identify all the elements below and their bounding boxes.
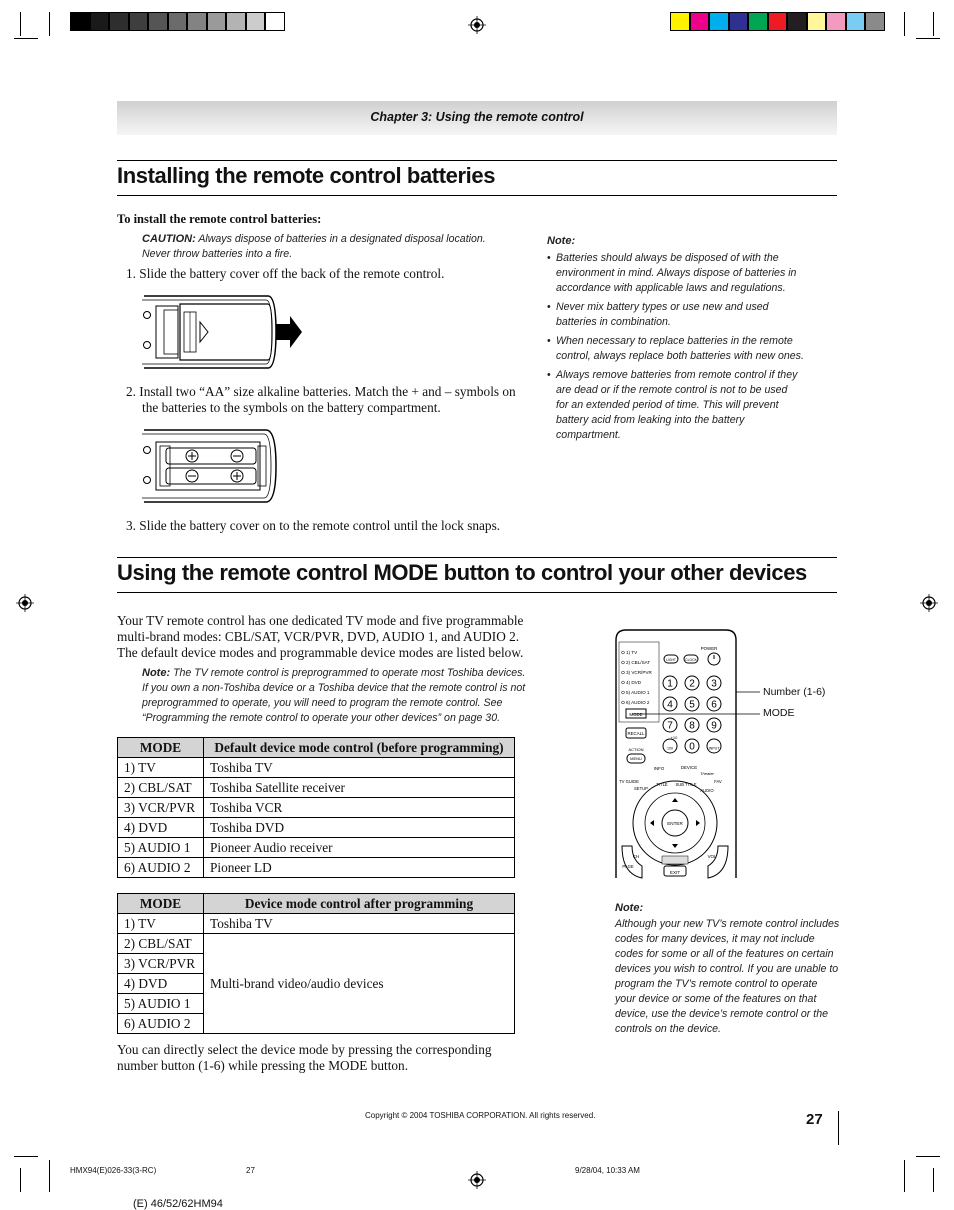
color-swatch [168, 12, 188, 31]
note-line: codes for many devices, it may not include [615, 933, 815, 945]
section2-note-line-3: preprogrammed to operate, you will need to program the remote control. See [142, 697, 503, 709]
callout-number: Number (1-6) [763, 686, 826, 698]
intro-line-2: multi-brand modes: CBL/SAT, VCR/PVR, DVD, AUDIO 1, and AUDIO 2. [117, 629, 520, 644]
number-label: 5 [689, 699, 695, 711]
model-number: (E) 46/52/62HM94 [133, 1198, 223, 1210]
section2-note-line-1: The TV remote control is preprogrammed to operate most Toshiba devices. [173, 667, 526, 679]
default-modes-table [117, 737, 515, 878]
svg-text:MODE: MODE [629, 712, 643, 717]
device-cell: Toshiba DVD [204, 818, 515, 838]
note-line: devices you wish to control. If you are unable to [615, 963, 839, 975]
remote-control-illustration [612, 628, 842, 884]
table-header-mode: MODE [118, 738, 204, 758]
remote-mode-label: 5) AUDIO 1 [626, 690, 650, 695]
mode-cell: 5) AUDIO 1 [118, 994, 204, 1014]
number-label: 1 [667, 678, 673, 690]
table-row [118, 798, 515, 818]
note-line: device, use the device’s remote control or the [615, 1008, 828, 1020]
device-cell: Pioneer LD [204, 858, 515, 878]
section1-rule-bottom [117, 195, 837, 196]
mode-cell: 1) TV [118, 914, 204, 934]
battery-notes-label: Note: [547, 235, 576, 247]
table-header-mode: MODE [118, 894, 204, 914]
color-swatch [670, 12, 690, 31]
svg-text:ENTER: ENTER [667, 821, 683, 826]
remote-note-label: Note: [615, 902, 644, 914]
remote-power-label: POWER [700, 646, 718, 651]
chapter-title: Chapter 3: Using the remote control [370, 110, 584, 124]
note-line: controls on the device. [615, 1023, 721, 1035]
color-swatch [807, 12, 827, 31]
device-cell: Toshiba TV [204, 758, 515, 778]
caution-label: CAUTION: [142, 233, 196, 245]
section2-note-line-2: If you own a non-Toshiba device or a Toshiba device that the remote control is not [142, 682, 526, 694]
section2-note-label: Note: [142, 667, 171, 679]
svg-text:LIGHT: LIGHT [666, 658, 676, 662]
step-1: 1. Slide the battery cover off the back of the remote control. [126, 266, 445, 281]
device-cell: Toshiba VCR [204, 798, 515, 818]
svg-text:CH: CH [632, 854, 640, 859]
number-label: 8 [689, 720, 695, 732]
list-item: • Always remove batteries from remote control if they are dead or if the remote control is not to be used for an extended period of time. This will prevent battery acid from leaking into the battery compartment. [547, 368, 822, 443]
color-swatch [90, 12, 110, 31]
number-label: 9 [711, 720, 717, 732]
section2-note-line-4: “Programming the remote control to operate your other devices” on page 30. [142, 712, 501, 724]
color-swatch [768, 12, 788, 31]
step-3: 3. Slide the battery cover on to the remote control until the lock snaps. [126, 518, 501, 533]
list-item: • Batteries should always be disposed of with the environment in mind. Always dispose of batteries in accordance with applicable laws and regulations. [547, 251, 822, 296]
svg-text:RECALL: RECALL [627, 731, 645, 736]
number-label: 2 [689, 678, 695, 690]
remote-mode-label: 6) AUDIO 2 [626, 700, 650, 705]
number-label: INPUT [708, 746, 720, 751]
color-swatch [787, 12, 807, 31]
mode-cell: 2) CBL/SAT [118, 778, 204, 798]
color-swatch [846, 12, 866, 31]
mode-cell: 3) VCR/PVR [118, 798, 204, 818]
mode-cell: 5) AUDIO 1 [118, 838, 204, 858]
copyright: Copyright © 2004 TOSHIBA CORPORATION. All rights reserved. [365, 1111, 596, 1120]
section1-rule-top [117, 160, 837, 161]
color-swatch [865, 12, 885, 31]
svg-text:PAGE: PAGE [622, 864, 634, 869]
table-row [118, 838, 515, 858]
section2-title: Using the remote control MODE button to control your other devices [117, 560, 807, 585]
mode-cell: 2) CBL/SAT [118, 934, 204, 954]
color-swatch [70, 12, 90, 31]
registration-mark-left [16, 594, 34, 612]
intro-line-1: Your TV remote control has one dedicated TV mode and five programmable [117, 613, 524, 628]
remote-mode-label: 4) DVD [626, 680, 642, 685]
svg-text:DEVICE: DEVICE [680, 765, 698, 770]
device-cell: Toshiba TV [204, 914, 515, 934]
svg-text:+10: +10 [670, 735, 678, 740]
number-label: 6 [711, 699, 717, 711]
registration-mark-right [920, 594, 938, 612]
step-2-line-2: the batteries to the symbols on the battery compartment. [142, 400, 441, 415]
device-cell: Toshiba Satellite receiver [204, 778, 515, 798]
color-swatch [709, 12, 729, 31]
battery-compartment-illustration [140, 426, 285, 506]
color-swatch [246, 12, 266, 31]
note-line: codes for some or all of the features on certain [615, 948, 834, 960]
remote-mode-label: 2) CBL/SAT [626, 660, 651, 665]
intro-line-3: The default device modes and programmable device modes are listed below. [117, 645, 524, 660]
color-swatch [729, 12, 749, 31]
chapter-header [117, 101, 837, 135]
battery-cover-illustration [140, 292, 305, 372]
page-number: 27 [806, 1111, 823, 1128]
list-item: • When necessary to replace batteries in the remote control, always replace both batteries with new ones. [547, 334, 822, 364]
color-swatch [207, 12, 227, 31]
color-swatch [109, 12, 129, 31]
list-item: • Never mix battery types or use new and used batteries in combination. [547, 300, 822, 330]
svg-text:Theater: Theater [700, 771, 714, 776]
closing-line-2: number button (1-6) while pressing the MODE button. [117, 1058, 409, 1073]
mode-cell: 1) TV [118, 758, 204, 778]
page-number-rule [838, 1111, 839, 1145]
caution-text [142, 232, 522, 262]
section2-rule-bottom [117, 592, 837, 593]
table-header-default: Default device mode control (before programming) [204, 738, 515, 758]
section1-title: Installing the remote control batteries [117, 163, 496, 188]
note-line: your device or some of the features on that [615, 993, 817, 1005]
table-row [118, 778, 515, 798]
remote-mode-label: 3) VCR/PVR [626, 670, 652, 675]
svg-text:SUB TITLE: SUB TITLE [675, 782, 697, 787]
note-line: Although your new TV’s remote control includes [615, 918, 840, 930]
color-swatch [187, 12, 207, 31]
color-swatch [748, 12, 768, 31]
table-row [118, 758, 515, 778]
table-row [118, 914, 515, 934]
caution-line-1: Always dispose of batteries in a designated disposal location. [198, 233, 486, 245]
remote-note [615, 902, 845, 1037]
color-swatch [690, 12, 710, 31]
svg-text:SETUP: SETUP [634, 786, 648, 791]
table-header-after: Device mode control after programming [204, 894, 515, 914]
step-2-line-1: 2. Install two “AA” size alkaline batteries. Match the + and – symbols on [126, 384, 516, 399]
mode-cell: 6) AUDIO 2 [118, 1014, 204, 1034]
callout-mode: MODE [763, 707, 795, 719]
number-label: 4 [667, 699, 673, 711]
color-swatch [265, 12, 285, 31]
remote-mode-label: 1) TV [626, 650, 638, 655]
svg-text:AUDIO: AUDIO [700, 788, 714, 793]
section2-closing [117, 1042, 547, 1074]
table-header-row [118, 738, 515, 758]
battery-notes-list [547, 251, 822, 443]
svg-text:VOL: VOL [707, 854, 717, 859]
table-header-row [118, 894, 515, 914]
table-row [118, 818, 515, 838]
number-label: 0 [689, 741, 695, 753]
registration-mark-top [468, 16, 486, 34]
remote-note-body [615, 917, 845, 1037]
closing-line-1: You can directly select the device mode by pressing the corresponding [117, 1042, 492, 1057]
color-swatch [148, 12, 168, 31]
mode-cell: 4) DVD [118, 974, 204, 994]
programmed-modes-table [117, 893, 515, 1034]
device-cell: Pioneer Audio receiver [204, 838, 515, 858]
section2-intro [117, 613, 547, 661]
svg-text:ACTION: ACTION [628, 747, 644, 752]
color-swatch [226, 12, 246, 31]
svg-text:INFO: INFO [653, 766, 665, 771]
color-swatch [129, 12, 149, 31]
color-swatch [826, 12, 846, 31]
svg-text:CLOCK: CLOCK [685, 658, 697, 662]
svg-text:TITLE: TITLE [656, 782, 668, 787]
device-cell-merged: Multi-brand video/audio devices [204, 934, 515, 1034]
table-row [118, 858, 515, 878]
caution-line-2: Never throw batteries into a fire. [142, 248, 293, 260]
slug-date: 9/28/04, 10:33 AM [575, 1166, 640, 1175]
svg-text:FAV: FAV [714, 779, 722, 784]
mode-cell: 4) DVD [118, 818, 204, 838]
number-label: 100 [667, 746, 673, 751]
mode-cell: 3) VCR/PVR [118, 954, 204, 974]
section1-subhead: To install the remote control batteries: [117, 212, 322, 226]
number-label: 7 [667, 720, 673, 732]
note-line: program the TV’s remote control to operate [615, 978, 818, 990]
section2-note [142, 666, 542, 726]
table-row [118, 934, 515, 954]
slug-file: HMX94(E)026-33(3-RC) [70, 1166, 157, 1175]
slug-page: 27 [246, 1166, 255, 1175]
svg-text:TV GUIDE: TV GUIDE [619, 779, 639, 784]
mode-cell: 6) AUDIO 2 [118, 858, 204, 878]
registration-mark-bottom [468, 1171, 486, 1189]
section2-rule-top [117, 557, 837, 558]
svg-text:MENU: MENU [630, 756, 642, 761]
number-label: 3 [711, 678, 717, 690]
svg-text:EXIT: EXIT [669, 870, 681, 875]
battery-notes [547, 235, 822, 447]
